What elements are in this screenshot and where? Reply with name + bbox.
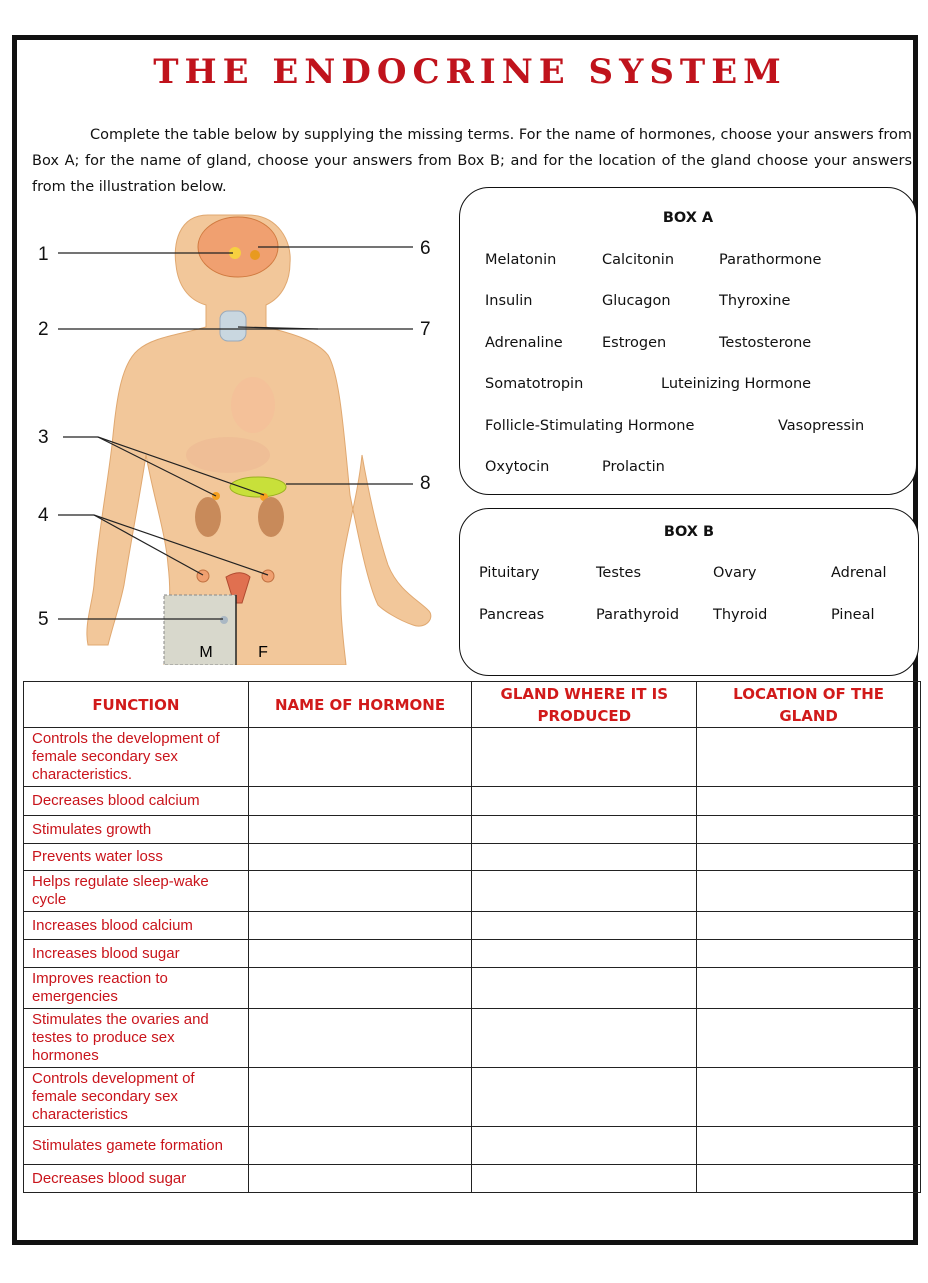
function-cell: Decreases blood sugar [24, 1165, 249, 1193]
diagram-label-4: 4 [38, 505, 49, 526]
table-row [24, 1165, 921, 1193]
kidney-right [258, 497, 284, 537]
function-cell: Prevents water loss [24, 844, 249, 871]
answer-location-cell[interactable] [697, 968, 921, 1009]
answer-gland-cell[interactable] [472, 1068, 697, 1127]
box-b-item: Testes [596, 565, 642, 581]
answer-hormone-cell[interactable] [248, 816, 472, 844]
answer-location-cell[interactable] [697, 1165, 921, 1193]
function-cell: Controls development of female secondary sex characteristics [24, 1068, 249, 1127]
endocrine-illustration [28, 205, 448, 665]
box-a-item: Estrogen [602, 335, 667, 351]
diagram-label-2: 2 [38, 319, 49, 340]
answer-location-cell[interactable] [697, 940, 921, 968]
table-row [24, 816, 921, 844]
function-cell: Stimulates gamete formation [24, 1127, 249, 1165]
ovary-right [262, 570, 274, 582]
heart [231, 377, 275, 433]
table-row [24, 728, 921, 787]
answer-location-cell[interactable] [697, 1009, 921, 1068]
kidney-left [195, 497, 221, 537]
table-row [24, 787, 921, 816]
box-a-item: Follicle-Stimulating Hormone [485, 418, 695, 434]
box-b-title: BOX B [663, 524, 715, 540]
box-a-item: Calcitonin [602, 252, 675, 268]
diagram-label-1: 1 [38, 244, 49, 265]
thyroid-gland [220, 311, 246, 341]
box-a-item: Testosterone [719, 335, 812, 351]
ovary-left [197, 570, 209, 582]
answer-gland-cell[interactable] [472, 871, 697, 912]
box-a-item: Luteinizing Hormone [661, 376, 812, 392]
answer-location-cell[interactable] [697, 1127, 921, 1165]
box-b-item: Pancreas [479, 607, 545, 623]
answer-gland-cell[interactable] [472, 940, 697, 968]
table-row [24, 912, 921, 940]
answer-hormone-cell[interactable] [248, 728, 472, 787]
box-a-item: Thyroxine [719, 293, 791, 309]
page-title: THE ENDOCRINE SYSTEM [153, 52, 787, 92]
answer-location-cell[interactable] [697, 871, 921, 912]
box-a-item: Prolactin [602, 459, 665, 475]
answer-location-cell[interactable] [697, 844, 921, 871]
answer-gland-cell[interactable] [472, 787, 697, 816]
instructions-text: Complete the table below by supplying the missing terms. For the name of hormones, choose your answers from Box A; for the name of gland, choose your answers from Box B; and for the location of the gland choose your answers from the illustration below. [32, 127, 912, 195]
header-gland: GLAND WHERE IT IS PRODUCED [472, 682, 697, 728]
answer-location-cell[interactable] [697, 816, 921, 844]
answer-gland-cell[interactable] [472, 968, 697, 1009]
answer-gland-cell[interactable] [472, 728, 697, 787]
table-header-row [24, 682, 921, 728]
hormone-table [23, 681, 921, 1193]
diagram-label-7: 7 [420, 319, 431, 340]
function-cell: Increases blood calcium [24, 912, 249, 940]
box-b-item: Parathyroid [596, 607, 680, 623]
box-b-item: Pineal [831, 607, 875, 623]
pineal-gland [250, 250, 260, 260]
answer-hormone-cell[interactable] [248, 940, 472, 968]
header-function: FUNCTION [24, 682, 249, 728]
table-row [24, 1127, 921, 1165]
table-row [24, 871, 921, 912]
testes [220, 616, 228, 624]
box-a-item: Somatotropin [485, 376, 584, 392]
answer-location-cell[interactable] [697, 728, 921, 787]
answer-hormone-cell[interactable] [248, 1009, 472, 1068]
table-row [24, 844, 921, 871]
function-cell: Stimulates the ovaries and testes to produce sex hormones [24, 1009, 249, 1068]
box-a-item: Adrenaline [485, 335, 563, 351]
box-b [459, 508, 919, 676]
answer-gland-cell[interactable] [472, 844, 697, 871]
box-a-item: Glucagon [602, 293, 671, 309]
function-cell: Increases blood sugar [24, 940, 249, 968]
function-cell: Decreases blood calcium [24, 787, 249, 816]
function-cell: Stimulates growth [24, 816, 249, 844]
diagram-label-5: 5 [38, 609, 49, 630]
answer-hormone-cell[interactable] [248, 1068, 472, 1127]
answer-location-cell[interactable] [697, 1068, 921, 1127]
answer-gland-cell[interactable] [472, 1009, 697, 1068]
liver [186, 437, 270, 473]
answer-hormone-cell[interactable] [248, 912, 472, 940]
diagram-label-3: 3 [38, 427, 49, 448]
answer-location-cell[interactable] [697, 912, 921, 940]
table-row [24, 940, 921, 968]
box-b-item: Pituitary [479, 565, 540, 581]
table-row [24, 1009, 921, 1068]
box-a-item: Melatonin [485, 252, 557, 268]
box-a-item: Insulin [485, 293, 533, 309]
box-a-title: BOX A [662, 210, 714, 226]
header-location: LOCATION OF THE GLAND [697, 682, 921, 728]
box-a-item: Oxytocin [485, 459, 550, 475]
answer-hormone-cell[interactable] [248, 1165, 472, 1193]
function-cell: Helps regulate sleep-wake cycle [24, 871, 249, 912]
table-row [24, 1068, 921, 1127]
function-cell: Improves reaction to emergencies [24, 968, 249, 1009]
human-body-silhouette [87, 215, 431, 665]
box-a [459, 187, 917, 495]
answer-gland-cell[interactable] [472, 816, 697, 844]
function-cell: Controls the development of female secondary sex characteristics. [24, 728, 249, 787]
answer-gland-cell[interactable] [472, 912, 697, 940]
box-b-item: Ovary [713, 565, 757, 581]
table-row [24, 968, 921, 1009]
answer-hormone-cell[interactable] [248, 844, 472, 871]
box-b-item: Adrenal [831, 565, 887, 581]
answer-hormone-cell[interactable] [248, 968, 472, 1009]
header-hormone: NAME OF HORMONE [248, 682, 472, 728]
female-label: F [258, 644, 268, 661]
answer-gland-cell[interactable] [472, 1165, 697, 1193]
pancreas [230, 477, 286, 497]
answer-gland-cell[interactable] [472, 1127, 697, 1165]
diagram-label-8: 8 [420, 473, 431, 494]
answer-location-cell[interactable] [697, 787, 921, 816]
male-label: M [199, 644, 213, 661]
answer-hormone-cell[interactable] [248, 787, 472, 816]
diagram-label-6: 6 [420, 238, 431, 259]
answer-hormone-cell[interactable] [248, 871, 472, 912]
box-a-item: Vasopressin [778, 418, 865, 434]
box-a-item: Parathormone [719, 252, 822, 268]
box-b-item: Thyroid [713, 607, 768, 623]
answer-hormone-cell[interactable] [248, 1127, 472, 1165]
